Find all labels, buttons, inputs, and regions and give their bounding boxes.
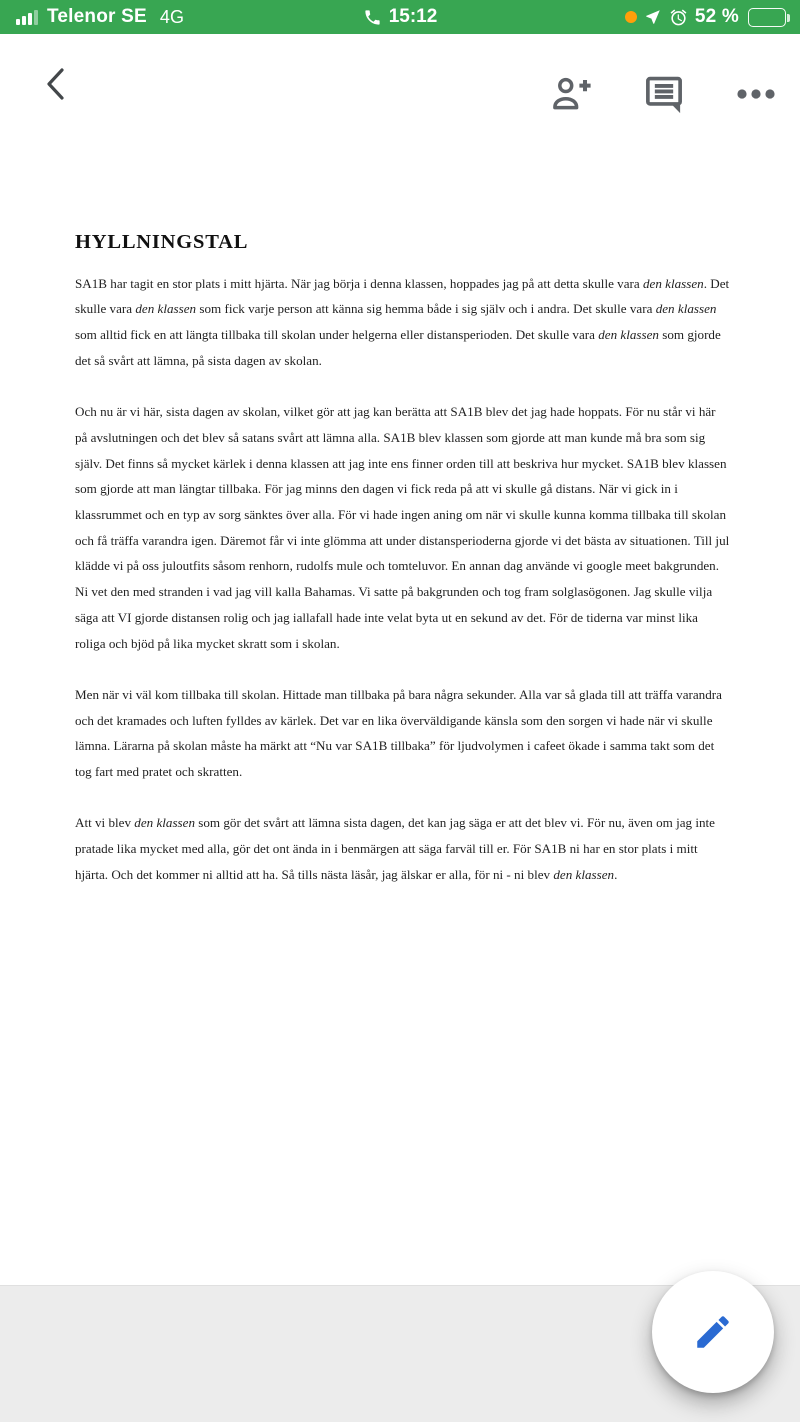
status-bar-left: [16, 6, 184, 28]
status-bar-right: [625, 6, 786, 28]
recording-indicator-icon: [625, 11, 637, 23]
location-arrow-icon: [644, 8, 662, 26]
toolbar-actions: [550, 34, 776, 154]
back-button[interactable]: [42, 64, 76, 104]
comment-bubble-icon: [642, 72, 686, 116]
document-content: [75, 230, 730, 913]
edit-fab-button[interactable]: [652, 1271, 774, 1393]
clock-time: 15:12: [388, 6, 438, 27]
battery-nub: [787, 14, 790, 22]
paragraph: Och nu är vi här, sista dagen av skolan, vilket gör att jag kan berätta att SA1B blev det jag hade hoppats. För nu står vi här på avslutningen och det blev så satans svårt att lämna alla. SA1B blev klassen som gjorde att man kunde må bra som sig själv. Det finns så mycket kärlek i denna klassen att jag inte ens finner orden till att beskriva hur mycket. SA1B blev klassen som gjorde att man längtar tillbaka. För jag minns den dagen vi fick reda på att vi skulle gå distans. När vi gick in i klassrummet och en typ av sorg sänktes över alla. För vi hade ingen aning om när vi skulle kunna komma tillbaka till skolan och få träffa varandra igen. Däremot får vi inte glömma att under distansperioderna gjorde vi det bästa av situationen. Till jul klädde vi på oss juloutfits såsom renhorn, rudolfs mule och tomteluvor. En annan dag använde vi google meet bakgrunden. Ni vet den med stranden i vad jag vill kalla Bahamas. Vi satte på bakgrunden och tog fram solglasögonen. Jag skulle vilja säga att VI gjorde distansen rolig och jag iallafall hade inte velat byta ut en sekund av det. För de tiderna var minst lika roliga och bjöd på lika mycket skratt som i skolan.: [75, 404, 730, 651]
person-add-icon: [550, 73, 592, 115]
ellipsis-icon: [736, 88, 776, 100]
status-bar: [0, 0, 800, 34]
network-type-label: 4G: [159, 6, 185, 27]
paragraph: SA1B har tagit en stor plats i mitt hjärta. När jag börja i denna klassen, hoppades jag på att detta skulle vara den klassen. Det skulle vara den klassen som fick varje person att känna sig hemma både i sig själv och i andra. Det skulle vara den klassen som alltid fick en att längta tillbaka till skolan under helgerna eller distansperioden. Det skulle vara den klassen som gjorde det så svårt att lämna, på sista dagen av skolan.: [75, 275, 730, 368]
battery-icon: [748, 8, 786, 27]
document-paragraphs: [75, 271, 730, 888]
paragraph: Att vi blev den klassen som gör det svårt att lämna sista dagen, det kan jag säga er att det blev vi. För nu, även om jag inte pratade lika mycket med alla, gör det ont ända in i benmärgen att säga farväl till er. För SA1B ni har en stor plats i mitt hjärta. Och det kommer ni alltid att ha. Så tills nästa läsår, jag älskar er alla, för ni - ni blev den klassen.: [75, 815, 715, 882]
document-page[interactable]: [0, 154, 800, 1285]
toolbar: [0, 34, 800, 154]
alarm-clock-icon: [669, 8, 688, 27]
active-call-phone-icon: [363, 8, 382, 27]
battery-percent-label: 52 %: [694, 6, 739, 27]
paragraph: Men när vi väl kom tillbaka till skolan. Hittade man tillbaka på bara några sekunder. Alla var så glada till att träffa varandra och det kramades och luften fylldes av kärlek. Det var en lika överväldigande känsla som den sorgen vi hade när vi skulle lämna. Lärarna på skolan måste ha märkt att “Nu var SA1B tillbaka” för ljudvolymen i cafeet ökade i samma takt som det tog fart med pratet och skratten.: [75, 686, 722, 780]
document-title: HYLLNINGSTAL: [75, 231, 249, 253]
signal-strength-icon: [16, 9, 38, 25]
carrier-label: Telenor SE: [47, 6, 147, 27]
more-options-button[interactable]: [736, 88, 776, 100]
chevron-left-icon: [42, 65, 68, 103]
edit-pencil-icon: [692, 1311, 734, 1353]
comments-button[interactable]: [642, 72, 686, 116]
share-add-people-button[interactable]: [550, 73, 592, 115]
